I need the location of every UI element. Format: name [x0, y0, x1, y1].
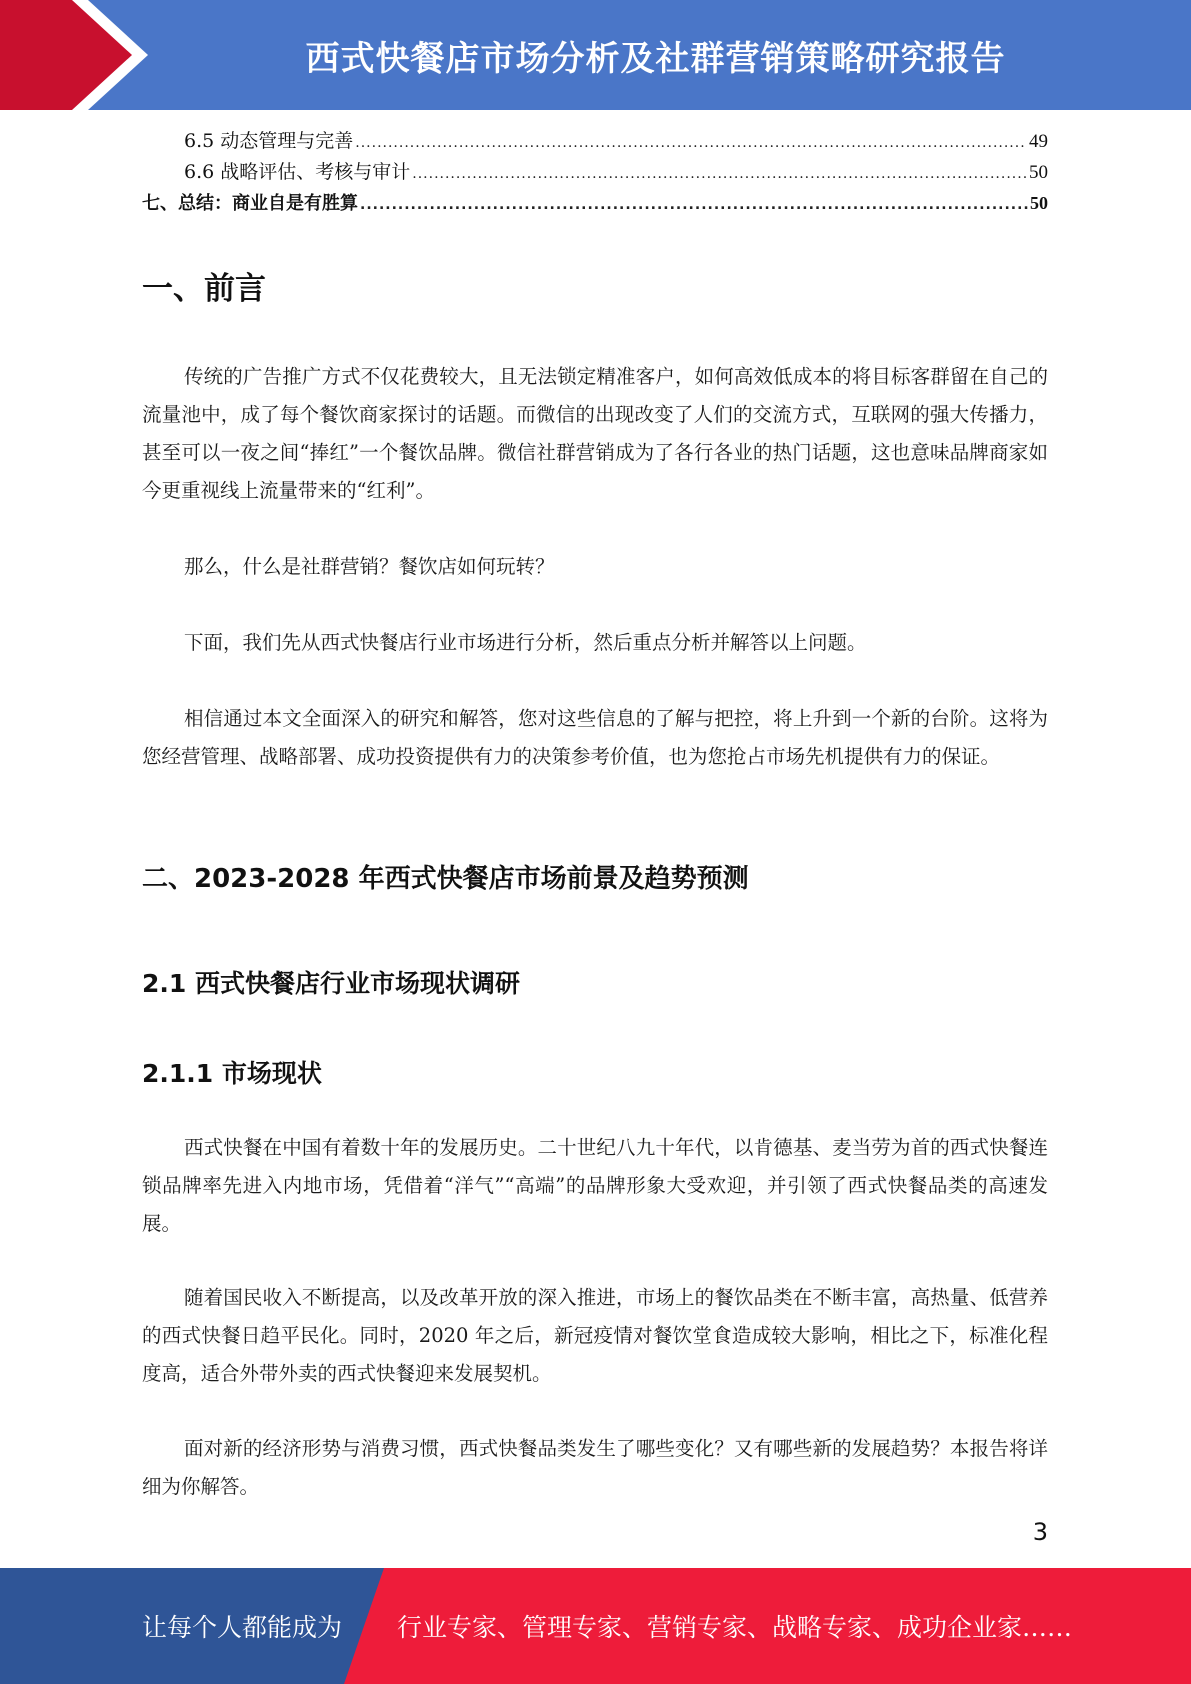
- page-number: 3: [1032, 1518, 1048, 1546]
- footer-slogan-left: 让每个人都能成为: [142, 1613, 343, 1642]
- footer-slogan-right: 行业专家、管理专家、营销专家、战略专家、成功企业家……: [397, 1613, 1073, 1642]
- toc-leader-dots: [355, 128, 1027, 159]
- preface-heading: 一、前言: [142, 271, 266, 307]
- toc-entry[interactable]: [142, 157, 1048, 188]
- market-status-paragraph: 西式快餐在中国有着数十年的发展历史。二十世纪八九十年代，以肯德基、麦当劳为首的西式快餐连锁品牌率先进入内地市场，凭借着“洋气”“高端”的品牌形象大受欢迎，并引领了西式快餐品类的高速发展。: [142, 1136, 1048, 1235]
- toc-block: [142, 126, 1048, 219]
- preface-paragraph: 那么，什么是社群营销？餐饮店如何玩转？: [184, 555, 555, 578]
- toc-entry-page: 50: [1030, 193, 1048, 213]
- preface-paragraph: 相信通过本文全面深入的研究和解答，您对这些信息的了解与把控，将上升到一个新的台阶。这将为您经营管理、战略部署、成功投资提供有力的决策参考价值，也为您抢占市场先机提供有力的保证。: [142, 707, 1048, 768]
- toc-entry-page: 50: [1029, 162, 1048, 183]
- toc-entry-label: 6.6 战略评估、考核与审计: [184, 161, 411, 183]
- page-footer-band: [0, 1568, 1191, 1684]
- preface-paragraph: 传统的广告推广方式不仅花费较大，且无法锁定精准客户，如何高效低成本的将目标客群留在自己的流量池中，成了每个餐饮商家探讨的话题。而微信的出现改变了人们的交流方式，互联网的强大传播力，甚至可以一夜之间“捧红”一个餐饮品牌。微信社群营销成为了各行各业的热门话题，这也意味品牌商家如今更重视线上流量带来的“红利”。: [142, 365, 1048, 502]
- section-2-1-heading: 2.1 西式快餐店行业市场现状调研: [142, 969, 520, 998]
- report-title-text: 西式快餐店市场分析及社群营销策略研究报告: [305, 38, 1006, 79]
- toc-entry[interactable]: [142, 126, 1048, 157]
- section-2-1-1-heading: 2.1.1 市场现状: [142, 1059, 322, 1088]
- market-status-paragraph: 面对新的经济形势与消费习惯，西式快餐品类发生了哪些变化？又有哪些新的发展趋势？本报告将详细为你解答。: [142, 1437, 1048, 1498]
- market-status-paragraph: 随着国民收入不断提高，以及改革开放的深入推进，市场上的餐饮品类在不断丰富，高热量、低营养的西式快餐日趋平民化。同时，2020 年之后，新冠疫情对餐饮堂食造成较大影响，相比之下，标准化程度高，适合外带外卖的西式快餐迎来发展契机。: [142, 1286, 1048, 1385]
- toc-entry-label: 七、总结：商业自是有胜算: [142, 193, 358, 214]
- toc-entry-page: 49: [1029, 131, 1048, 152]
- report-title: [220, 0, 1191, 110]
- preface-paragraph: 下面，我们先从西式快餐店行业市场进行分析，然后重点分析并解答以上问题。: [184, 631, 867, 654]
- chapter2-heading: 二、2023-2028 年西式快餐店市场前景及趋势预测: [142, 864, 749, 894]
- toc-entry-label: 6.5 动态管理与完善: [184, 130, 354, 152]
- toc-entry[interactable]: [142, 188, 1048, 219]
- toc-leader-dots: [360, 190, 1028, 221]
- toc-leader-dots: [412, 159, 1027, 190]
- page-header-band: [0, 0, 1191, 110]
